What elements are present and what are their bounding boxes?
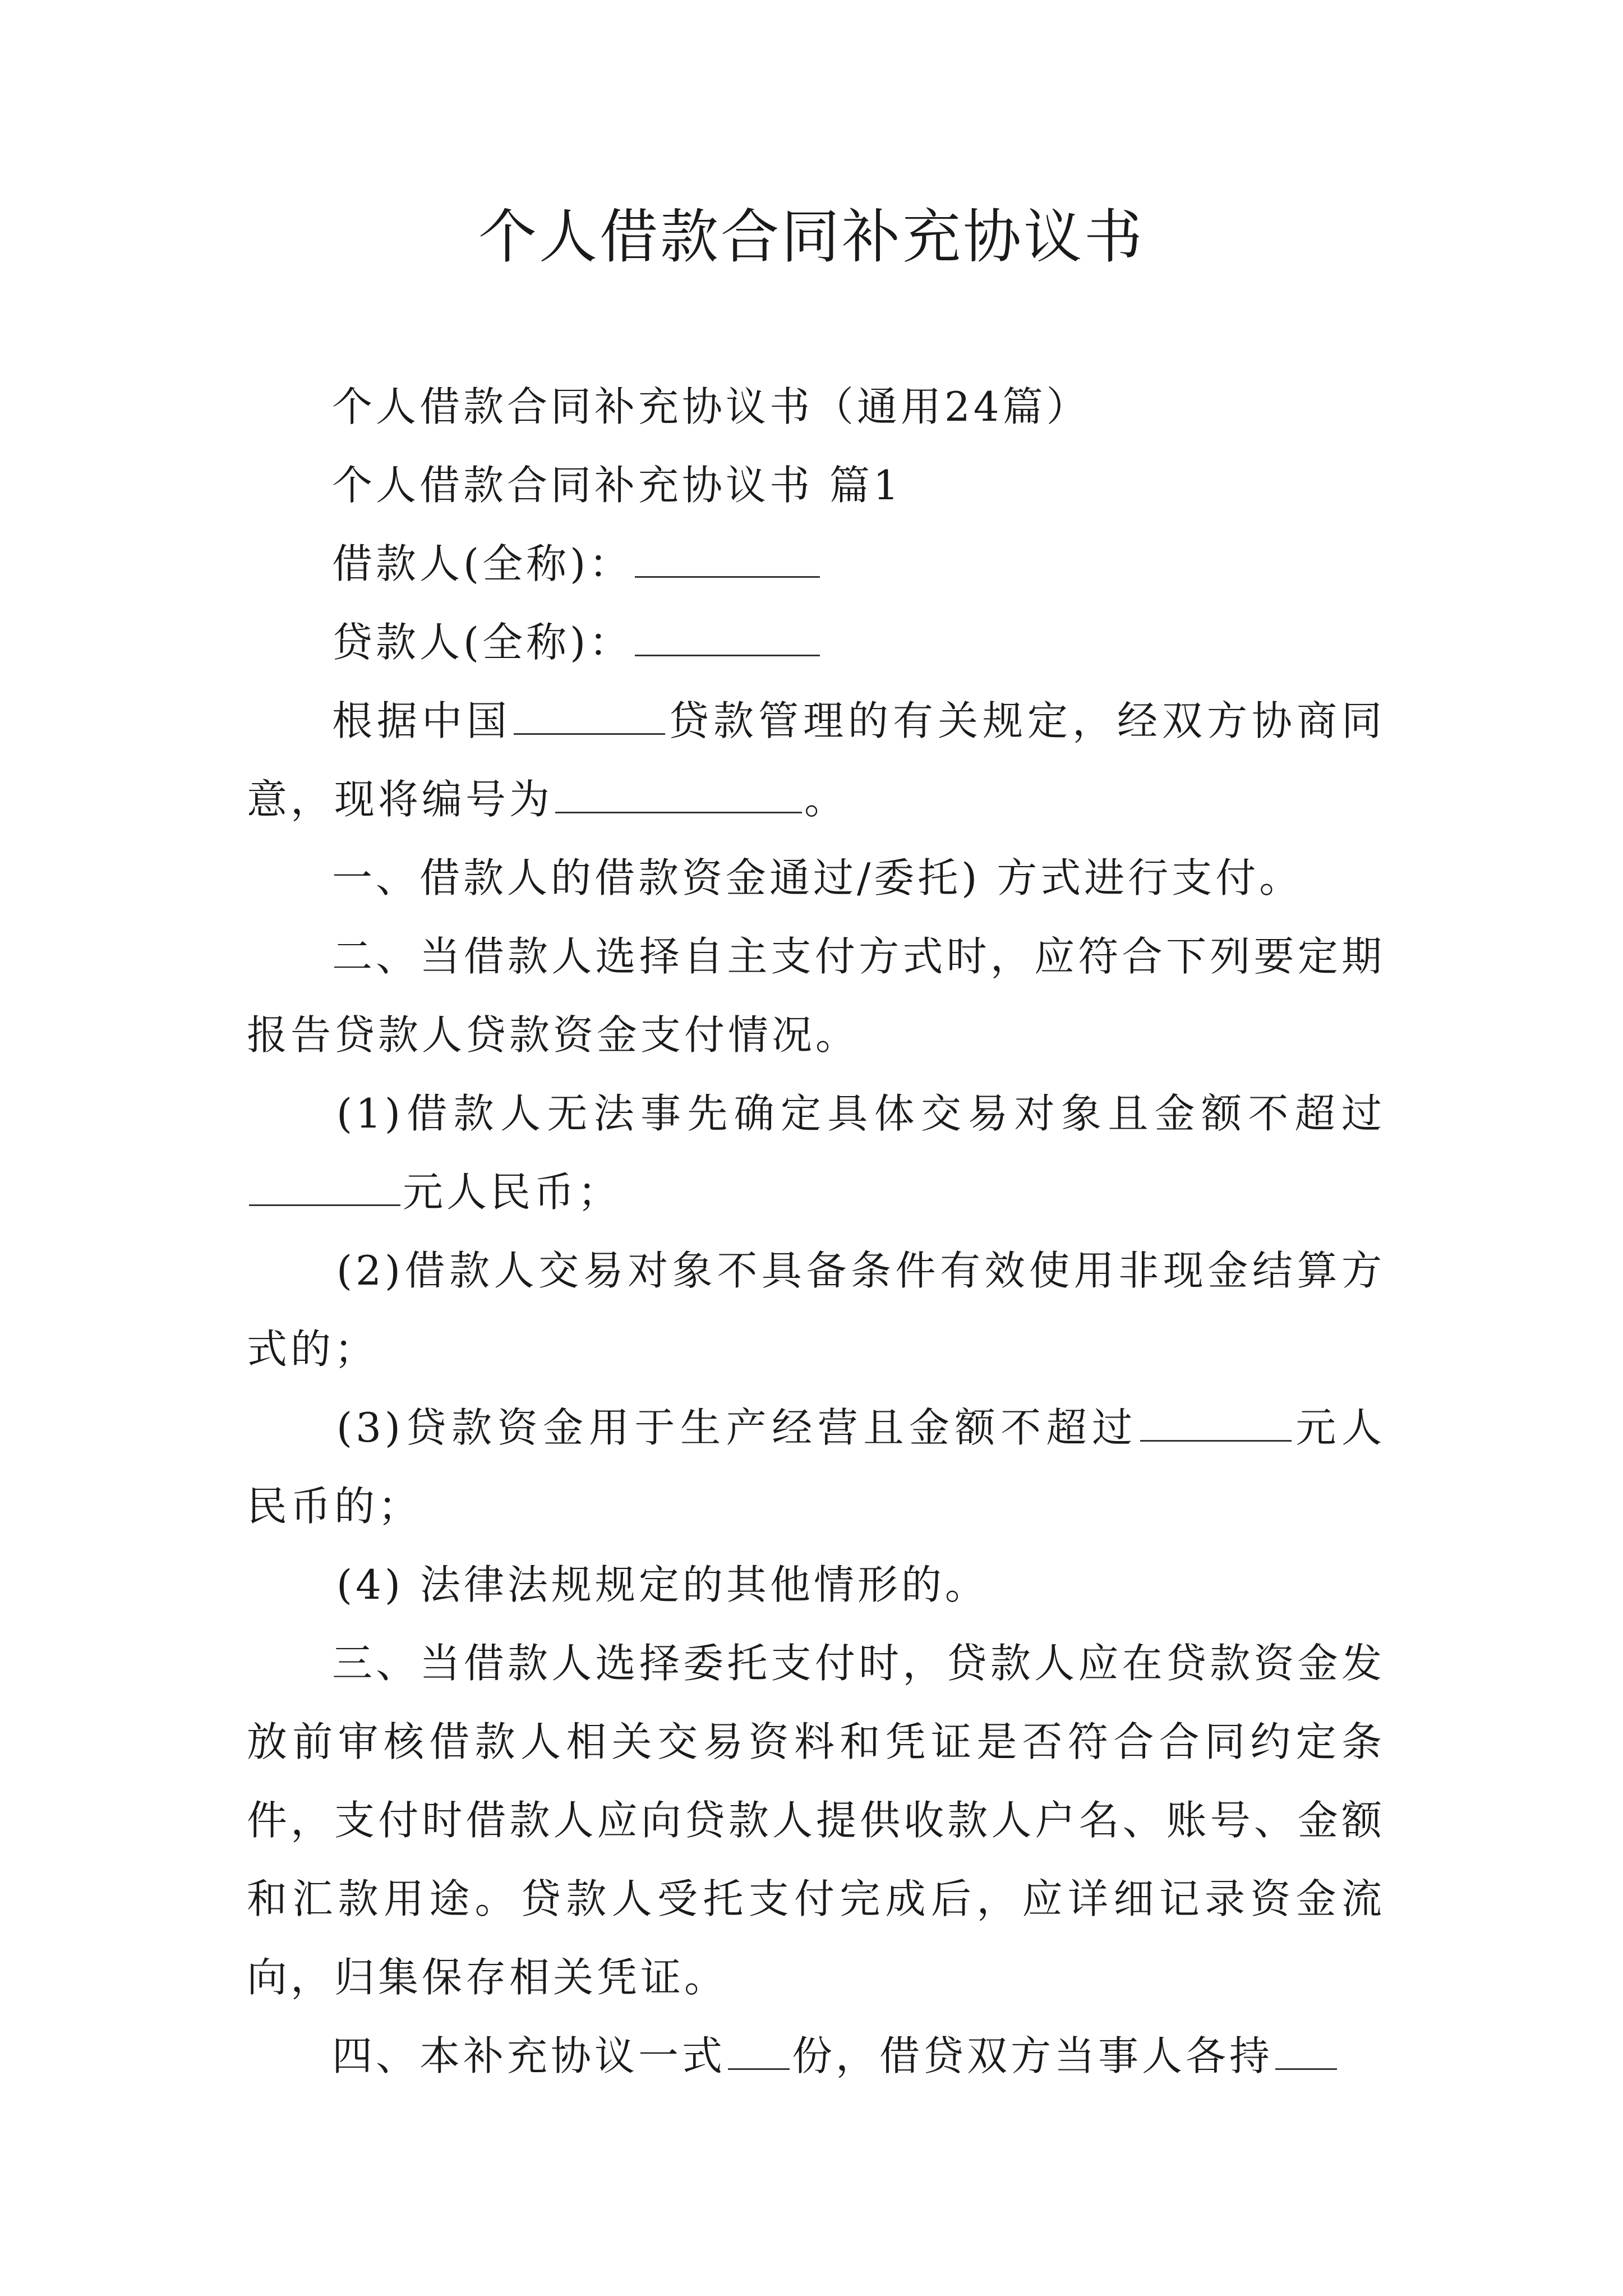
clause-3: 三、当借款人选择委托支付时，贷款人应在贷款资金发放前审核借款人相关交易资料和凭证是否符合合同约定条件，支付时借款人应向贷款人提供收款人户名、账号、金额和汇款用途。贷款人受托支付完成后，应详细记录资金流向，归集保存相关凭证。 (247, 1640, 1385, 2001)
clause-4-blank-1 (728, 2033, 790, 2070)
clause-4 (247, 2017, 1385, 2095)
subclause-4: (4) 法律法规规定的其他情形的。 (336, 1561, 989, 1608)
subclause-1 (247, 1074, 1385, 1231)
subclause-1-text-b: 元人民币； (403, 1168, 622, 1216)
subclause-3-text-a: (3)贷款资金用于生产经营且金额不超过 (336, 1404, 1138, 1451)
basis-blank-1 (514, 698, 665, 735)
clause-4-text-b: 份，借贷双方当事人各持 (792, 2032, 1274, 2079)
basis-blank-2 (555, 777, 802, 813)
subclause-1-blank (249, 1170, 400, 1206)
borrower-blank (635, 541, 820, 578)
subclause-3-text-b: 元人民币的； (247, 1404, 1385, 1530)
clause-4-blank-2 (1275, 2033, 1337, 2070)
clause-1: 一、借款人的借款资金通过/委托) 方式进行支付。 (332, 854, 1303, 901)
basis-text-b: 贷款管理的有关规定，经双方协商同意，现将编号为 (247, 697, 1385, 823)
basis-paragraph (247, 682, 1385, 839)
subclause-3-blank (1140, 1405, 1292, 1442)
lender-label: 贷款人(全称)： (332, 619, 633, 666)
document-body (247, 367, 1385, 2095)
subclause-1-text-a: (1)借款人无法事先确定具体交易对象且金额不超过 (336, 1090, 1385, 1137)
clause-4-text-a: 四、本补充协议一式 (332, 2032, 726, 2079)
section-heading: 个人借款合同补充协议书 篇1 (332, 462, 902, 509)
lender-line (247, 603, 1385, 682)
borrower-label: 借款人(全称)： (332, 540, 633, 587)
document-title: 个人借款合同补充协议书 (478, 203, 1145, 271)
subclause-3 (247, 1388, 1385, 1545)
basis-text-a: 根据中国 (332, 697, 511, 744)
document-subtitle: 个人借款合同补充协议书（通用24篇） (332, 383, 1090, 430)
subclause-2: (2)借款人交易对象不具备条件有效使用非现金结算方式的； (247, 1247, 1385, 1373)
basis-text-c: 。 (804, 776, 849, 823)
clause-2: 二、当借款人选择自主支付方式时，应符合下列要定期报告贷款人贷款资金支付情况。 (247, 933, 1385, 1059)
borrower-line (247, 524, 1385, 603)
lender-blank (635, 620, 820, 656)
